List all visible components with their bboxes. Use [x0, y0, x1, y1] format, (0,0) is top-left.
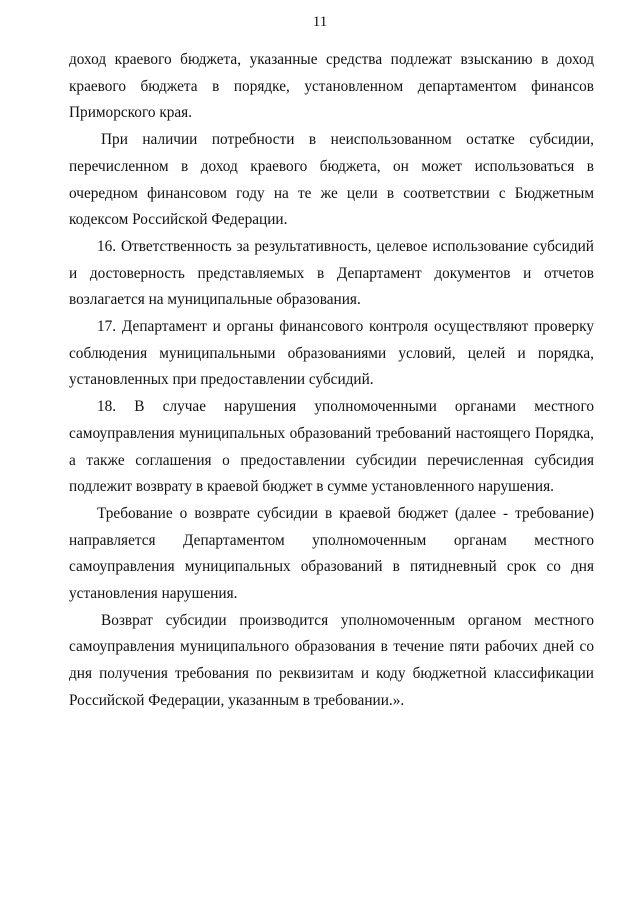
paragraph-item-17: 17. Департамент и органы финансового контроля осуществляют проверку соблюдения муниципальными образованиями условий, целей и порядка, установленных при предоставлении субсидий. — [69, 318, 594, 389]
paragraph-item-18: 18. В случае нарушения уполномоченными органами местного самоуправления муниципальных образований требований настоящего Порядка, а также соглашения о предоставлении субсидии перечисленная субсидия подлежит возврату в краевой бюджет в сумме установленного нарушения. — [69, 398, 594, 496]
paragraph-unused-balance: При наличии потребности в неиспользованном остатке субсидии, перечисленном в доход краевого бюджета, он может использоваться в очередном финансовом году на те же цели в соответствии с Бюджетным кодексом Российской Федерации. — [69, 131, 594, 229]
paragraph-continuation: доход краевого бюджета, указанные средства подлежат взысканию в доход краевого бюджета в порядке, установленном департаментом финансов Приморского края. — [69, 51, 594, 122]
paragraph-item-16: 16. Ответственность за результативность, целевое использование субсидий и достоверность представляемых в Департамент документов и отчетов возлагается на муниципальные образования. — [69, 237, 594, 309]
page-number: 11 — [312, 14, 328, 30]
paragraph-refund-demand: Требование о возврате субсидии в краевой бюджет (далее - требование) направляется Департаментом уполномоченным органам местного самоуправления муниципальных образований в пятидневный срок со дня установления нарушения. — [69, 504, 594, 603]
document-body — [69, 47, 594, 715]
paragraph-refund-procedure: Возврат субсидии производится уполномоченным органом местного самоуправления муниципального образования в течение пяти рабочих дней со дня получения требования по реквизитам и коду бюджетной классификации Российской Федерации, указанным в требовании.». — [69, 611, 594, 709]
